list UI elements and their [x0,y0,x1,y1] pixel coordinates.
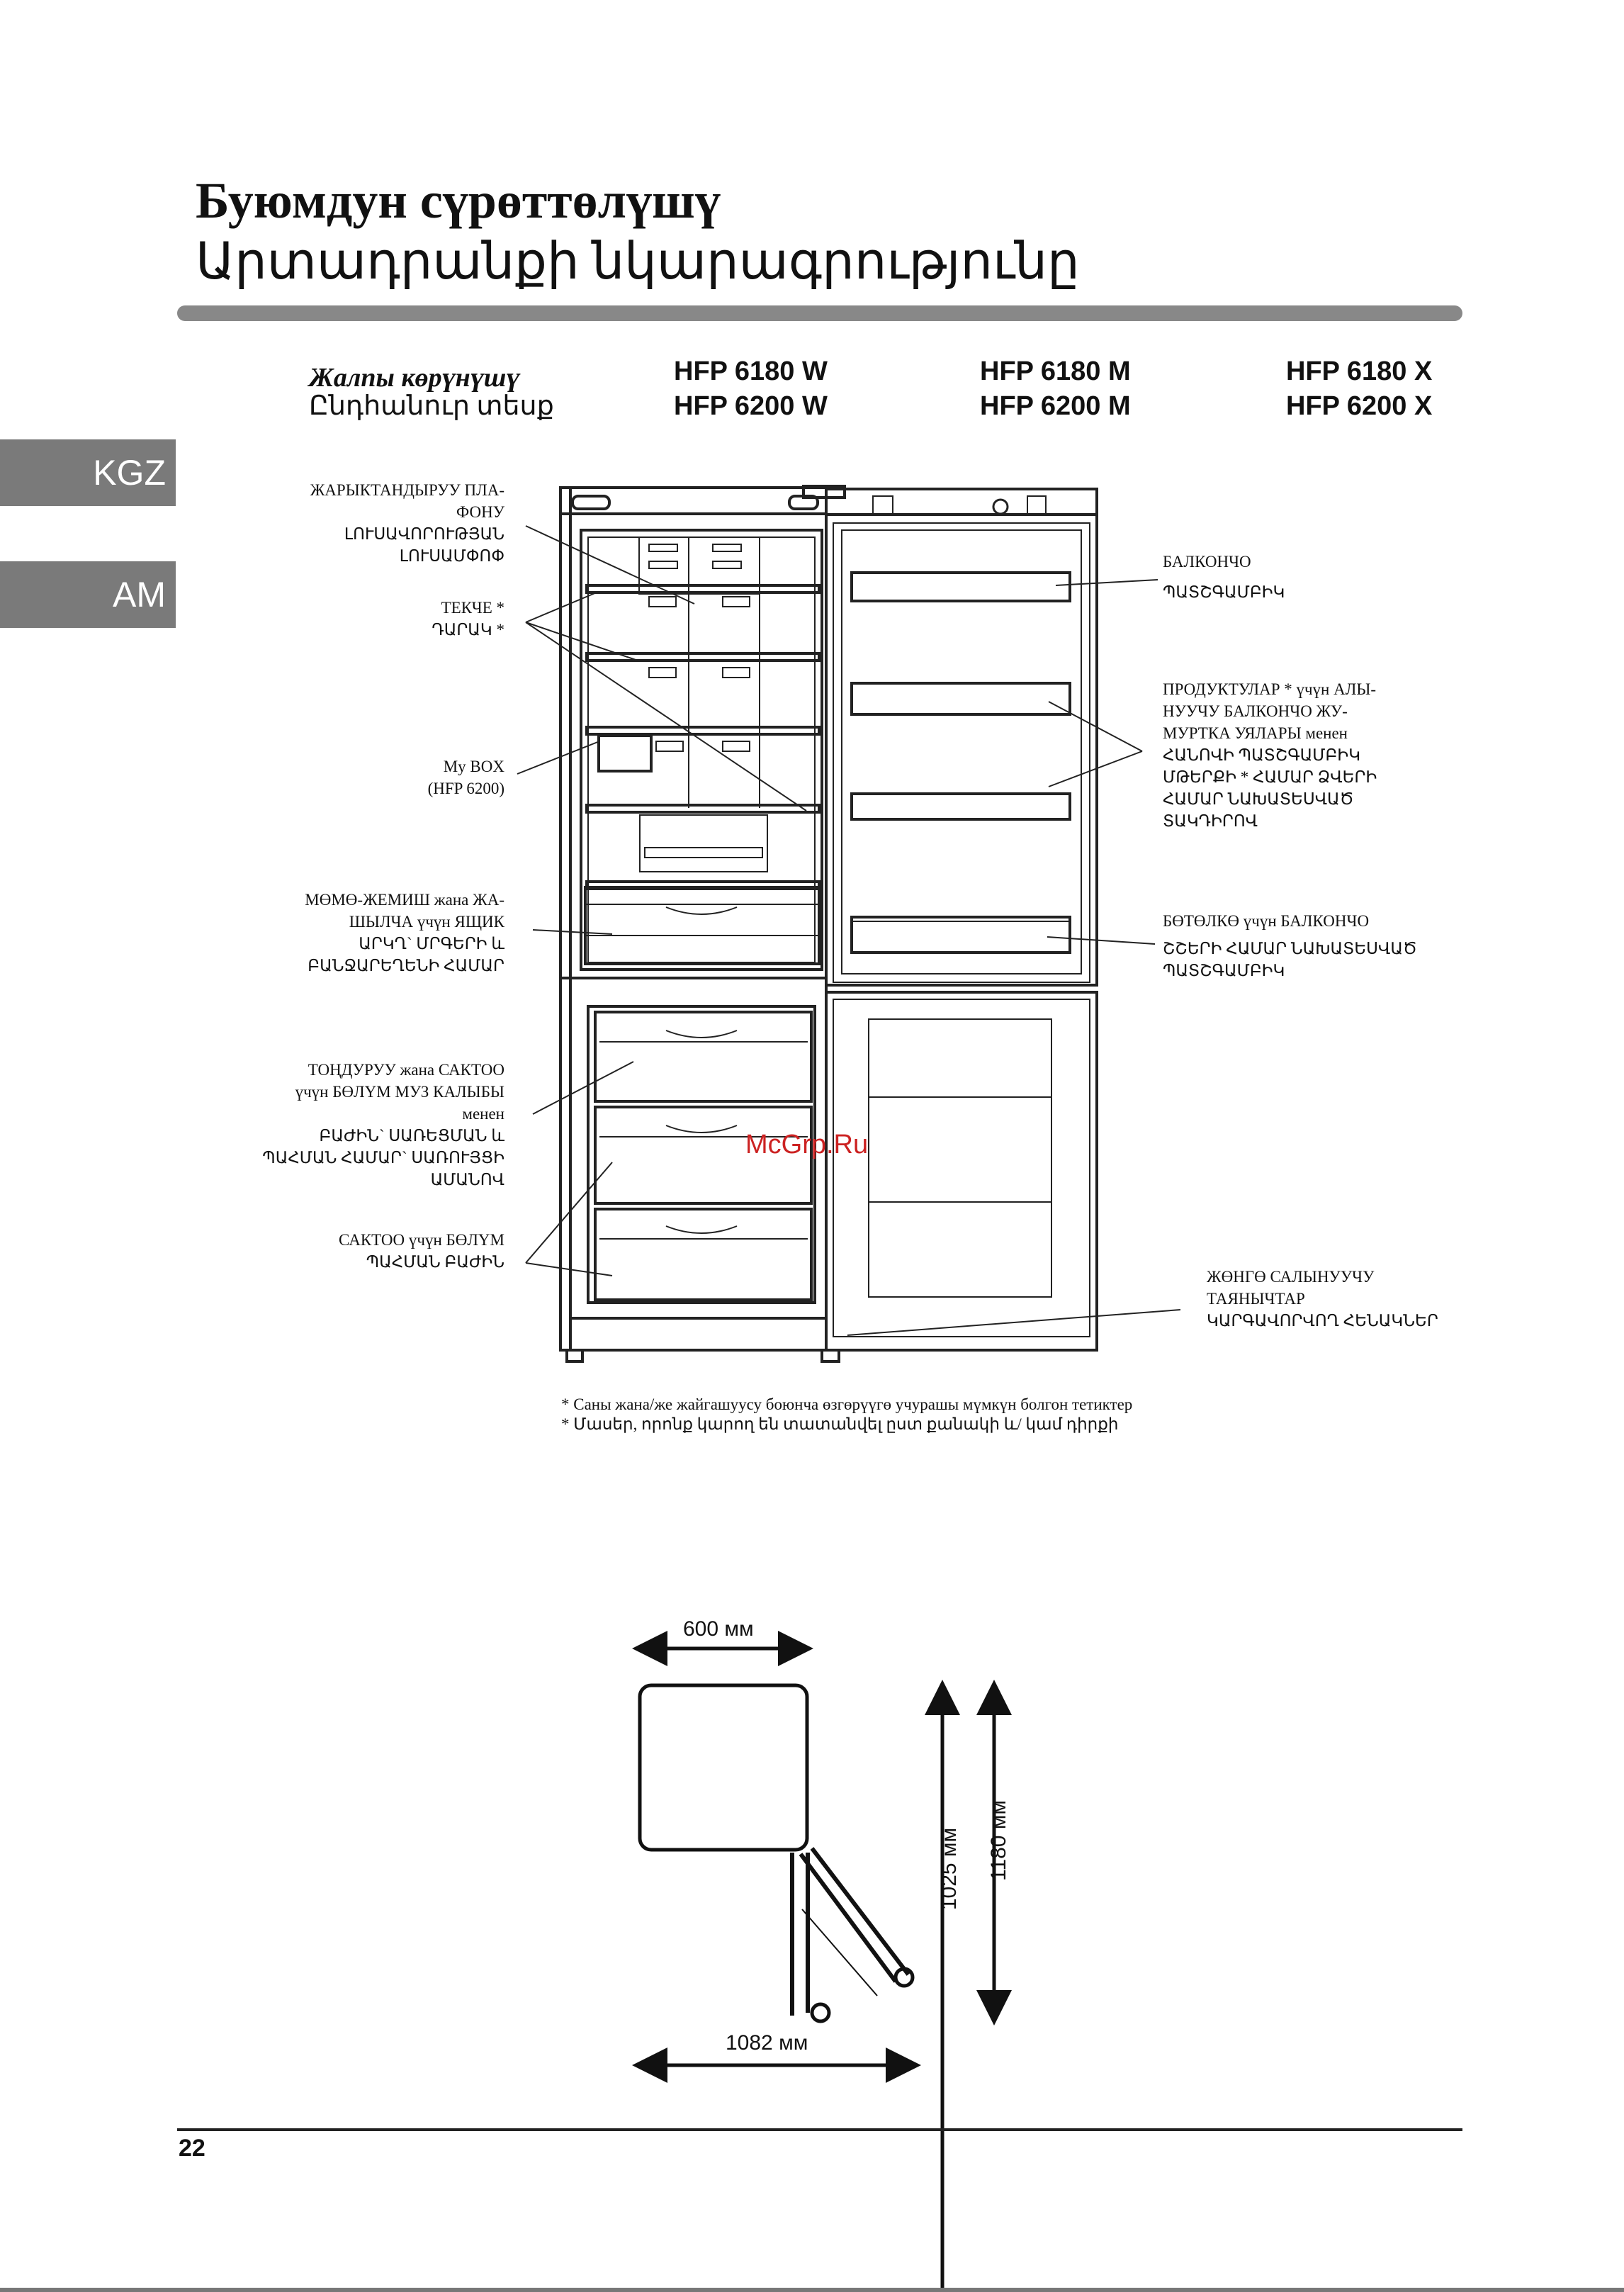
label-egg-balcony-line4: ՀԱՆՈՎԻ ՊԱՏՇԳԱՄԲԻԿ [1163,746,1361,764]
label-egg-balcony-line2: НУУЧУ БАЛКОНЧО ЖУ- [1163,702,1348,720]
label-freezer-line6: ԱՄԱՆՈՎ [430,1171,504,1189]
label-freezer-line2: үчүн БӨЛҮМ МУЗ КАЛЫБЫ [295,1083,504,1101]
label-feet-line3: ԿԱՐԳԱՎՈՐՎՈՂ ՀԵՆԱԿՆԵՐ [1207,1312,1438,1330]
label-crisper-line2: ШЫЛЧА үчүн ЯЩИК [349,913,504,931]
label-balcony-line2: ՊԱՏՇԳԱՄԲԻԿ [1163,583,1285,601]
watermark: McGrp.Ru [745,1130,869,1159]
label-storage-line1: САКТОО үчүн БӨЛҮМ [339,1231,504,1249]
label-lamp-line4: ԼՈՒՍԱՄՓՈՓ [399,547,504,565]
footnote-am: * Մասեր, որոնք կարող են տատանվել ըստ քանակի և/ կամ դիրքի [561,1415,1119,1433]
label-egg-balcony-line1: ПРОДУКТУЛАР * үчүн АЛЫ- [1163,680,1377,698]
label-bottle-balcony-line3: ՊԱՏՇԳԱՄԲԻԿ [1163,962,1285,979]
label-my-box-line1: My BOX [443,758,504,775]
model-m-6180: HFP 6180 M [980,356,1131,386]
page-number: 22 [179,2135,205,2162]
overview-label-kg: Жалпы көрүнүшү [309,363,520,393]
label-balcony-line1: БАЛКОНЧО [1163,553,1251,571]
label-freezer-line5: ՊԱՀՄԱՆ ՀԱՄԱՐ` ՍԱՌՈՒՅՑԻ [262,1149,504,1167]
bottom-edge [0,2288,1624,2292]
lang-tab-am[interactable]: AM [0,561,176,628]
label-my-box-line2: (HFP 6200) [427,780,504,797]
label-freezer-line3: менен [462,1105,504,1123]
label-freezer-line1: ТОҢДУРУУ жана САКТОО [308,1061,504,1079]
model-w-6200: HFP 6200 W [674,391,828,421]
label-crisper-line3: ԱՐԿՂ` ՄՐԳԵՐԻ և [359,935,504,953]
label-bottle-balcony-line2: ՇՇԵՐԻ ՀԱՄԱՐ ՆԱԽԱՏԵՍՎԱԾ [1163,940,1417,957]
label-feet-line2: ТАЯНЫЧТАР [1207,1290,1305,1308]
label-egg-balcony-line7: ՏԱԿԴԻՐՈՎ [1163,812,1258,830]
label-bottle-balcony-line1: БӨТӨЛКӨ үчүн БАЛКОНЧО [1163,912,1370,930]
dim-depth-open: 1180 мм [987,1799,1011,1882]
label-crisper-line4: ԲԱՆՋԱՐԵՂԵՆԻ ՀԱՄԱՐ [308,957,504,974]
label-lamp-line1: ЖАРЫКТАНДЫРУУ ПЛА- [310,481,504,499]
label-lamp-line3: ԼՈՒՍԱՎՈՐՈՒԹՅԱՆ [344,525,504,543]
page-title: Буюмдун сүрөттөлүшү [196,172,721,229]
label-feet-line1: ЖӨНГӨ САЛЫНУУЧУ [1207,1268,1375,1286]
label-crisper-line1: МӨМӨ-ЖЕМИШ жана ЖА- [305,891,504,909]
lang-tab-kgz[interactable]: KGZ [0,439,176,506]
label-lamp-line2: ФОНУ [456,503,504,521]
label-egg-balcony-line3: МУРТКА УЯЛАРЫ менен [1163,724,1348,742]
label-shelf-line1: ТЕКЧЕ * [441,599,504,617]
label-freezer-line4: ԲԱԺԻՆ` ՍԱՌԵՑՄԱՆ և [319,1127,504,1145]
dim-open-width: 1082 мм [726,2031,808,2055]
label-storage-line2: ՊԱՀՄԱՆ ԲԱԺԻՆ [366,1253,504,1271]
model-x-6200: HFP 6200 X [1286,391,1433,421]
dim-depth-closed: 1025 мм [937,1827,962,1911]
overview-label-am: Ընդհանուր տեսք [309,391,554,421]
label-egg-balcony-line5: ՄԹԵՐՔԻ * ՀԱՄԱՐ ՁՎԵՐԻ [1163,768,1377,786]
model-m-6200: HFP 6200 M [980,391,1131,421]
label-egg-balcony-line6: ՀԱՄԱՐ ՆԱԽԱՏԵՍՎԱԾ [1163,790,1354,808]
model-w-6180: HFP 6180 W [674,356,828,386]
model-x-6180: HFP 6180 X [1286,356,1433,386]
page-subtitle: Արտադրանքի նկարագրությունը [196,233,1080,290]
footnote-kg: * Саны жана/же жайгашуусу боюнча өзгөрүүгө учурашы мүмкүн болгон тетиктер [561,1395,1133,1413]
label-shelf-line2: ԴԱՐԱԿ * [432,621,504,639]
dim-width: 600 мм [683,1617,754,1641]
footer-rule [177,2128,1462,2131]
